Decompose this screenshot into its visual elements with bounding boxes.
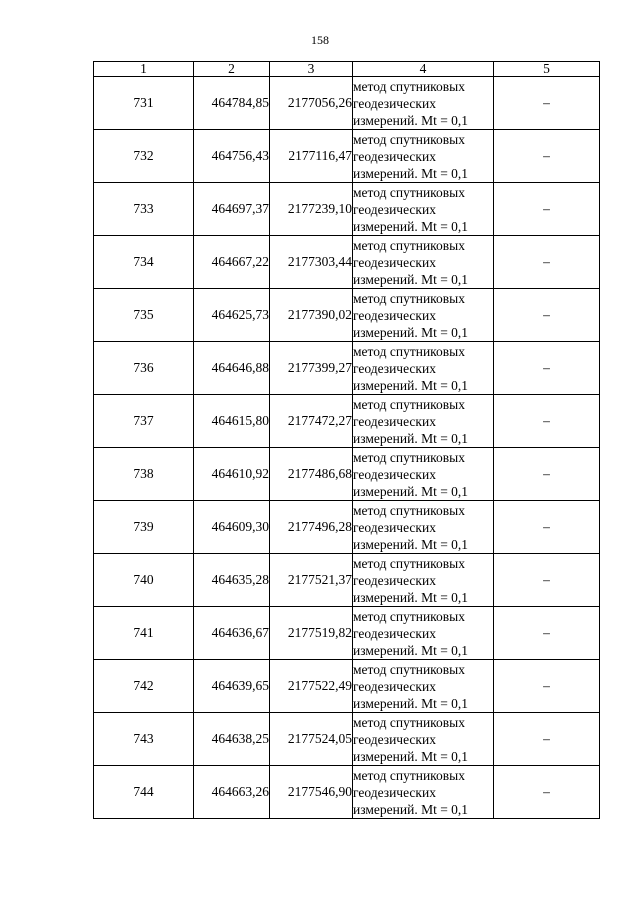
table-row	[94, 77, 600, 130]
point-number: 733	[94, 183, 194, 236]
method-cell	[353, 554, 494, 607]
method-cell	[353, 236, 494, 289]
method-line-1: метод спутниковых	[353, 184, 465, 200]
method-line-3: измерений. Mt = 0,1	[353, 271, 469, 287]
coordinate-y: 2177472,27	[270, 395, 353, 448]
method-line-1: метод спутниковых	[353, 131, 465, 147]
method-line-2: геодезических	[353, 625, 436, 641]
method-line-3: измерений. Mt = 0,1	[353, 165, 469, 181]
point-number: 741	[94, 607, 194, 660]
table-row	[94, 501, 600, 554]
coordinate-y: 2177390,02	[270, 289, 353, 342]
method-cell	[353, 395, 494, 448]
coordinate-x: 464635,28	[194, 554, 270, 607]
coordinate-x: 464639,65	[194, 660, 270, 713]
table-row	[94, 395, 600, 448]
method-line-3: измерений. Mt = 0,1	[353, 536, 469, 552]
coordinate-x: 464610,92	[194, 448, 270, 501]
note-cell: –	[494, 130, 600, 183]
method-line-3: измерений. Mt = 0,1	[353, 324, 469, 340]
coordinate-x: 464615,80	[194, 395, 270, 448]
point-number: 735	[94, 289, 194, 342]
point-number: 734	[94, 236, 194, 289]
note-cell: –	[494, 236, 600, 289]
coordinate-y: 2177056,26	[270, 77, 353, 130]
note-cell: –	[494, 77, 600, 130]
column-header: 5	[494, 62, 600, 77]
point-number: 740	[94, 554, 194, 607]
point-number: 743	[94, 713, 194, 766]
method-line-1: метод спутниковых	[353, 767, 465, 783]
coordinate-x: 464625,73	[194, 289, 270, 342]
point-number: 737	[94, 395, 194, 448]
coordinate-y: 2177486,68	[270, 448, 353, 501]
coordinate-x: 464697,37	[194, 183, 270, 236]
method-line-3: измерений. Mt = 0,1	[353, 430, 469, 446]
method-line-2: геодезических	[353, 254, 436, 270]
method-line-2: геодезических	[353, 413, 436, 429]
coordinate-y: 2177546,90	[270, 766, 353, 819]
coordinates-table	[93, 61, 600, 819]
method-line-3: измерений. Mt = 0,1	[353, 112, 469, 128]
method-line-3: измерений. Mt = 0,1	[353, 801, 469, 817]
method-cell	[353, 289, 494, 342]
coordinate-x: 464784,85	[194, 77, 270, 130]
method-line-2: геодезических	[353, 572, 436, 588]
page-number: 158	[311, 33, 329, 47]
point-number: 738	[94, 448, 194, 501]
method-cell	[353, 607, 494, 660]
method-line-2: геодезических	[353, 519, 436, 535]
method-line-1: метод спутниковых	[353, 78, 465, 94]
method-cell	[353, 77, 494, 130]
method-line-1: метод спутниковых	[353, 290, 465, 306]
note-cell: –	[494, 766, 600, 819]
table-row	[94, 660, 600, 713]
point-number: 739	[94, 501, 194, 554]
method-line-2: геодезических	[353, 360, 436, 376]
method-cell	[353, 713, 494, 766]
method-line-3: измерений. Mt = 0,1	[353, 695, 469, 711]
coordinate-x: 464663,26	[194, 766, 270, 819]
column-header: 4	[353, 62, 494, 77]
note-cell: –	[494, 501, 600, 554]
method-line-3: измерений. Mt = 0,1	[353, 748, 469, 764]
method-line-2: геодезических	[353, 148, 436, 164]
table-row	[94, 130, 600, 183]
coordinate-y: 2177521,37	[270, 554, 353, 607]
method-line-3: измерений. Mt = 0,1	[353, 589, 469, 605]
point-number: 732	[94, 130, 194, 183]
coordinate-y: 2177239,10	[270, 183, 353, 236]
method-line-2: геодезических	[353, 784, 436, 800]
note-cell: –	[494, 395, 600, 448]
table-row	[94, 554, 600, 607]
note-cell: –	[494, 342, 600, 395]
coordinate-y: 2177522,49	[270, 660, 353, 713]
method-cell	[353, 448, 494, 501]
coordinate-y: 2177524,05	[270, 713, 353, 766]
method-line-1: метод спутниковых	[353, 237, 465, 253]
method-line-2: геодезических	[353, 731, 436, 747]
method-line-1: метод спутниковых	[353, 555, 465, 571]
table-row	[94, 448, 600, 501]
method-line-1: метод спутниковых	[353, 661, 465, 677]
coordinate-x: 464609,30	[194, 501, 270, 554]
method-cell	[353, 342, 494, 395]
method-line-2: геодезических	[353, 307, 436, 323]
point-number: 736	[94, 342, 194, 395]
method-cell	[353, 130, 494, 183]
coordinate-x: 464646,88	[194, 342, 270, 395]
coordinate-y: 2177303,44	[270, 236, 353, 289]
table-body	[94, 77, 600, 819]
table-row	[94, 289, 600, 342]
coordinate-x: 464667,22	[194, 236, 270, 289]
note-cell: –	[494, 660, 600, 713]
coordinate-y: 2177116,47	[270, 130, 353, 183]
point-number: 744	[94, 766, 194, 819]
column-header: 1	[94, 62, 194, 77]
coordinate-x: 464638,25	[194, 713, 270, 766]
coordinate-x: 464756,43	[194, 130, 270, 183]
column-header: 2	[194, 62, 270, 77]
note-cell: –	[494, 554, 600, 607]
method-cell	[353, 183, 494, 236]
method-line-1: метод спутниковых	[353, 449, 465, 465]
method-line-3: измерений. Mt = 0,1	[353, 218, 469, 234]
coordinate-y: 2177496,28	[270, 501, 353, 554]
method-line-1: метод спутниковых	[353, 608, 465, 624]
method-line-2: геодезических	[353, 466, 436, 482]
note-cell: –	[494, 289, 600, 342]
method-line-2: геодезических	[353, 201, 436, 217]
table-row	[94, 766, 600, 819]
method-line-3: измерений. Mt = 0,1	[353, 483, 469, 499]
table-row	[94, 236, 600, 289]
note-cell: –	[494, 607, 600, 660]
note-cell: –	[494, 183, 600, 236]
method-cell	[353, 501, 494, 554]
point-number: 731	[94, 77, 194, 130]
method-line-3: измерений. Mt = 0,1	[353, 642, 469, 658]
table-header-row	[94, 62, 600, 77]
method-cell	[353, 766, 494, 819]
table-row	[94, 183, 600, 236]
method-line-1: метод спутниковых	[353, 396, 465, 412]
table-row	[94, 342, 600, 395]
method-line-3: измерений. Mt = 0,1	[353, 377, 469, 393]
table-row	[94, 607, 600, 660]
coordinate-y: 2177519,82	[270, 607, 353, 660]
method-line-2: геодезических	[353, 95, 436, 111]
method-line-1: метод спутниковых	[353, 502, 465, 518]
note-cell: –	[494, 448, 600, 501]
note-cell: –	[494, 713, 600, 766]
column-header: 3	[270, 62, 353, 77]
coordinate-y: 2177399,27	[270, 342, 353, 395]
method-cell	[353, 660, 494, 713]
method-line-1: метод спутниковых	[353, 343, 465, 359]
method-line-1: метод спутниковых	[353, 714, 465, 730]
coordinate-x: 464636,67	[194, 607, 270, 660]
method-line-2: геодезических	[353, 678, 436, 694]
table-row	[94, 713, 600, 766]
point-number: 742	[94, 660, 194, 713]
